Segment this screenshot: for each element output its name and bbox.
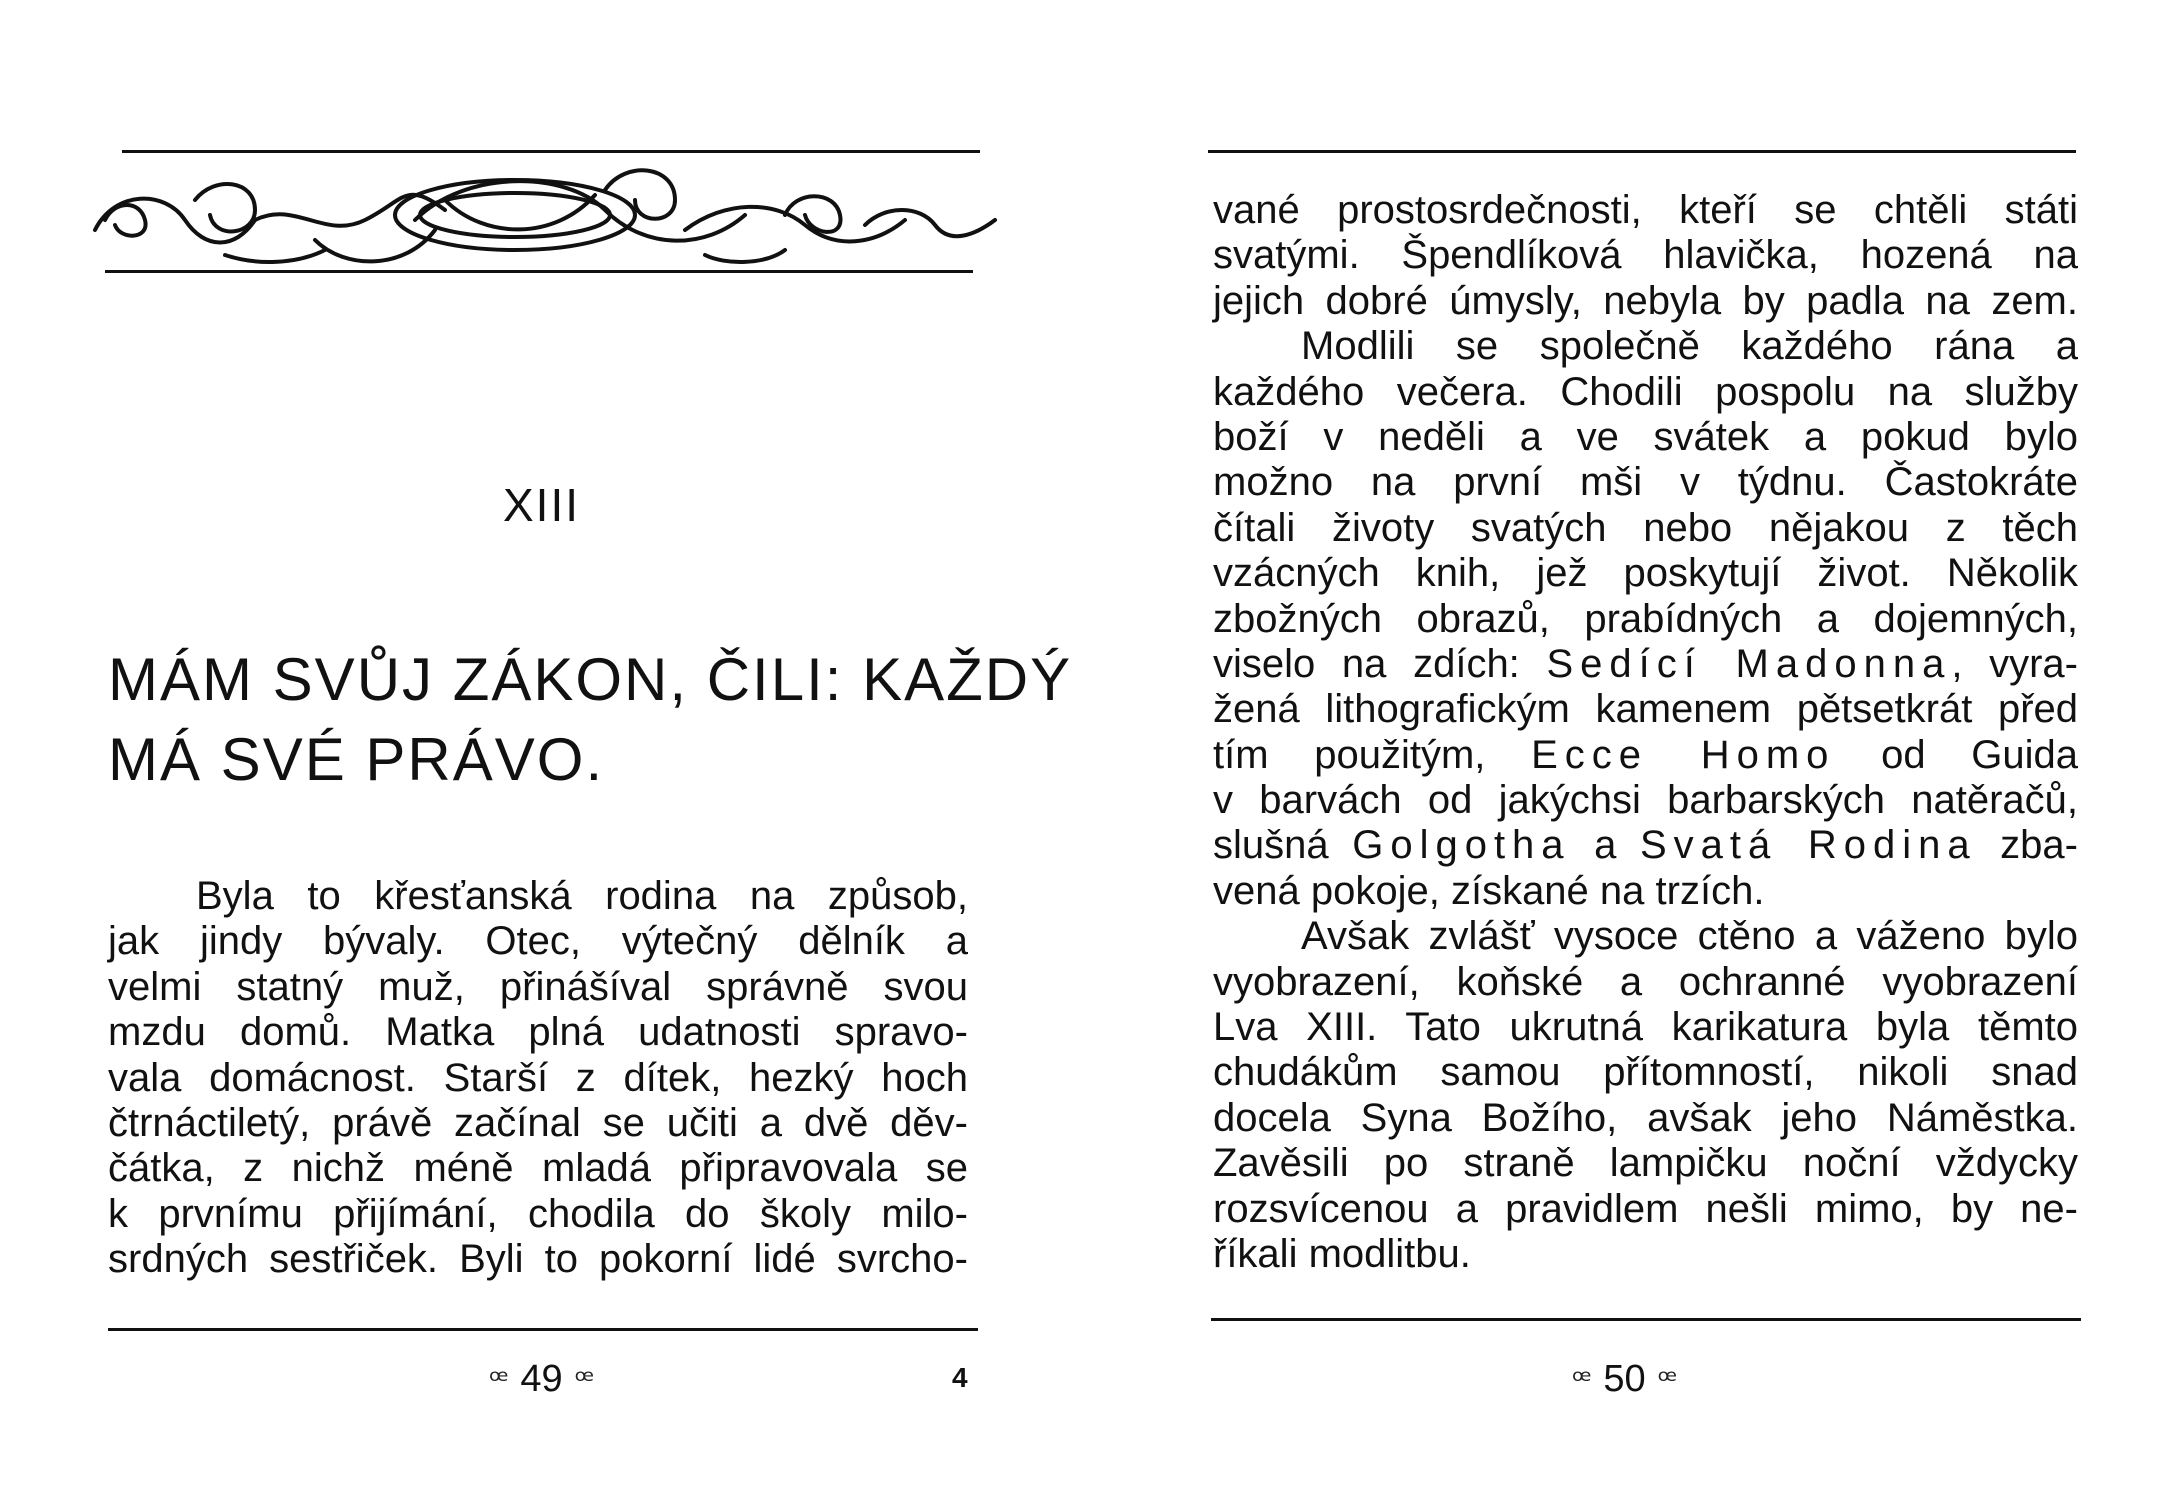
chapter-title-line: MÁM SVŮJ ZÁKON, ČILI: KAŽDÝ: [108, 646, 1073, 713]
text-segment: a: [1594, 823, 1617, 868]
spaced-title: Golgotha: [1352, 823, 1571, 868]
text-line: možno na první mši v týdnu. Častokráte: [1213, 460, 2078, 505]
text-line: vzácných knih, jež poskytují život. Několik: [1213, 551, 2078, 596]
text-line: čtrnáctiletý, právě začínal se učiti a dvě děv-: [108, 1100, 968, 1145]
text-line: čátka, z nichž méně mladá připravovala se: [108, 1146, 968, 1191]
text-line: zbožných obrazů, prabídných a dojemných,: [1213, 596, 2078, 641]
text-line: Avšak zvlášť vysoce ctěno a váženo bylo: [1301, 914, 2078, 959]
decorative-headpiece-icon: [85, 160, 1010, 280]
page-folio: [0, 1358, 1083, 1401]
top-rule: [1208, 150, 2076, 153]
text-line: vyobrazení, koňské a ochranné vyobrazení: [1213, 959, 2078, 1004]
text-segment: od Guida: [1881, 732, 2078, 777]
text-line: k prvnímu přijímání, chodila do školy milo-: [108, 1191, 968, 1236]
top-rule: [122, 150, 980, 153]
text-line: svatými. Špendlíková hlavička, hozená na: [1213, 233, 2078, 278]
ornament-bottom-rule: [105, 270, 973, 273]
text-segment: , vyra-: [1951, 641, 2078, 686]
signature-mark: 4: [952, 1362, 968, 1393]
text-line: v barvách od jakýchsi barbarských natěračů,: [1213, 778, 2078, 823]
right-body-text: [1213, 188, 2078, 1277]
text-line: vená pokoje, získané na trzích.: [1213, 868, 1765, 913]
page-number: 50: [1603, 1358, 1646, 1400]
bottom-rule: [1211, 1318, 2081, 1321]
chapter-number: XIII: [502, 479, 581, 531]
spaced-title: Ecce Homo: [1531, 732, 1836, 777]
spaced-title: Sedící Madonna: [1546, 641, 1952, 686]
text-line: jak jindy bývaly. Otec, výtečný dělník a: [108, 919, 968, 964]
text-line: vala domácnost. Starší z dítek, hezký hoch: [108, 1055, 968, 1100]
text-line: chudákům samou přítomností, nikoli snad: [1213, 1050, 2078, 1095]
folio-left-ornament-icon: ꟹ: [489, 1365, 509, 1398]
folio-right-ornament-icon: ꟹ: [1657, 1365, 1677, 1398]
text-line: Modlili se společně každého rána a: [1301, 324, 2078, 369]
text-line: boží v neděli a ve svátek a pokud bylo: [1213, 414, 2078, 459]
text-line: mzdu domů. Matka plná udatnosti spravo-: [108, 1010, 968, 1055]
chapter-title: [108, 640, 1073, 800]
text-line: rozsvícenou a pravidlem nešli mimo, by ne-: [1213, 1186, 2078, 1231]
text-line: [1213, 642, 2078, 687]
text-line: velmi statný muž, přinášíval správně svou: [108, 964, 968, 1009]
folio-right-ornament-icon: ꟹ: [574, 1365, 594, 1398]
text-line: [1213, 823, 2078, 868]
text-line: [1213, 733, 2078, 778]
text-line: Zavěsili po straně lampičku noční vždycky: [1213, 1141, 2078, 1186]
folio-left-ornament-icon: ꟹ: [1572, 1365, 1592, 1398]
right-page: [1083, 0, 2166, 1500]
chapter-title-line: MÁ SVÉ PRÁVO.: [108, 726, 605, 793]
page-number: 49: [520, 1358, 563, 1400]
page-folio: [1083, 1358, 2166, 1401]
text-line: jejich dobré úmysly, nebyla by padla na zem.: [1213, 278, 2078, 323]
text-line: čítali životy svatých nebo nějakou z těch: [1213, 505, 2078, 550]
text-segment: zba-: [2000, 823, 2078, 868]
spaced-title: Svatá Rodina: [1639, 823, 1977, 868]
text-line: žená lithografickým kamenem pětsetkrát před: [1213, 687, 2078, 732]
left-body-text: [108, 874, 968, 1283]
text-line: říkali modlitbu.: [1213, 1231, 1471, 1276]
text-line: srdných sestřiček. Byli to pokorní lidé svrcho-: [108, 1237, 968, 1282]
text-segment: viselo na zdích:: [1213, 641, 1520, 686]
bottom-rule: [108, 1328, 978, 1331]
text-line: Byla to křesťanská rodina na způsob,: [196, 874, 968, 918]
text-segment: tím použitým,: [1213, 732, 1486, 777]
text-line: docela Syna Božího, avšak jeho Náměstka.: [1213, 1095, 2078, 1140]
text-line: vané prostosrdečnosti, kteří se chtěli státi: [1213, 188, 2078, 232]
text-line: každého večera. Chodili pospolu na služby: [1213, 369, 2078, 414]
text-line: Lva XIII. Tato ukrutná karikatura byla těmto: [1213, 1005, 2078, 1050]
text-segment: slušná: [1213, 823, 1329, 868]
